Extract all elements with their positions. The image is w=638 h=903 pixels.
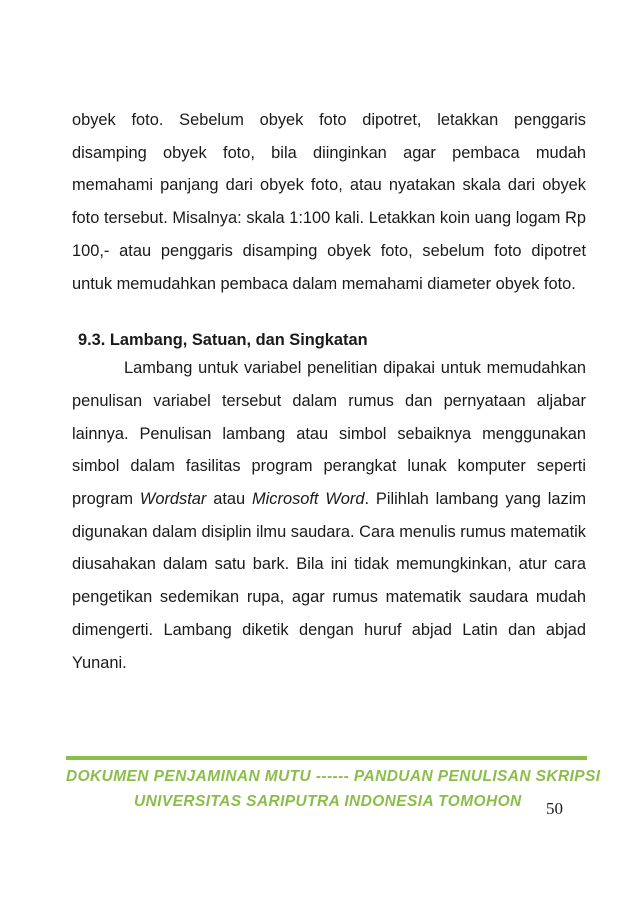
footer-university-name: UNIVERSITAS SARIPUTRA INDONESIA TOMOHON	[134, 793, 522, 810]
section-heading: 9.3. Lambang, Satuan, dan Singkatan	[78, 331, 368, 350]
page-number: 50	[546, 799, 563, 818]
body-paragraph-2	[72, 352, 586, 679]
body-paragraph-1: obyek foto. Sebelum obyek foto dipotret, letakkan penggaris disamping obyek foto, bila diinginkan agar pembaca mudah memahami panjang dari obyek foto, atau nyatakan skala dari obyek foto tersebut. Misalnya: skala 1:100 kali. Letakkan koin uang logam Rp 100,- atau penggaris disamping obyek foto, sebelum foto dipotret untuk memudahkan pembaca dalam memahami diameter obyek foto.	[72, 111, 586, 293]
paragraph-2-text-a: Lambang untuk variabel penelitian dipakai untuk memudahkan penulisan variabel tersebut dalam rumus dan pernyataan aljabar lainnya. Penulisan lambang atau simbol sebaiknya menggunakan simbol dalam fasilitas program perangkat lunak komputer seperti program	[72, 359, 586, 509]
microsoft-word-term: Microsoft Word	[252, 490, 365, 509]
paragraph-2-text-c: . Pilihlah lambang yang lazim digunakan dalam disiplin ilmu saudara. Cara menulis rumus matematik diusahakan dalam satu bark. Bila ini tidak memungkinkan, atur cara pengetikan sedemikan rupa, agar rumus matematik saudara mudah dimengerti. Lambang diketik dengan huruf abjad Latin dan abjad Yunani.	[72, 490, 586, 672]
page-content	[72, 104, 586, 679]
wordstar-term: Wordstar	[139, 490, 207, 509]
paragraph-2-text-b: atau	[206, 490, 252, 509]
footer-document-title: DOKUMEN PENJAMINAN MUTU ------ PANDUAN PENULISAN SKRIPSI	[66, 768, 601, 785]
footer-divider	[66, 756, 587, 760]
